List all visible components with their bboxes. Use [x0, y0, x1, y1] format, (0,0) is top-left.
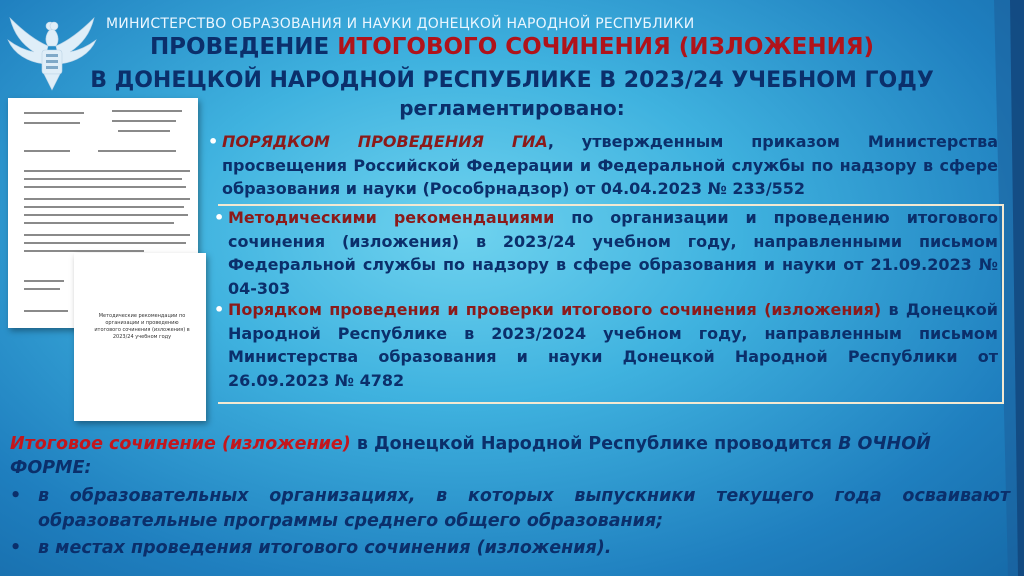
- regulation-item: [214, 206, 998, 300]
- regulation-text: , утвержденным приказом Министерства просвещения Российской Федерации и Федеральной службы по надзору в сфере образования и науки (Рособрнадзор) от 04.04.2023 № 233/552: [222, 132, 998, 198]
- bullet-icon: •: [10, 538, 22, 558]
- conduct-subject: Итоговое сочинение (изложение): [10, 434, 351, 454]
- conduct-list-item: [10, 484, 1010, 534]
- regulation-lead: ПОРЯДКОМ ПРОВЕДЕНИЯ ГИА: [222, 132, 548, 151]
- title-accent: ИТОГОВОГО СОЧИНЕНИЯ (ИЗЛОЖЕНИЯ): [337, 34, 875, 60]
- doc-caption: Методические рекомендации по организации и проведению итогового сочинения (изложения) в 2023/24 учебном году: [94, 313, 190, 340]
- title-part: ПРОВЕДЕНИЕ: [149, 34, 338, 60]
- frame-divider: [1002, 204, 1004, 404]
- conduct-list-text: в местах проведения итогового сочинения (изложения).: [38, 538, 612, 558]
- regulated-label: регламентировано:: [399, 96, 625, 120]
- bullet-icon: •: [10, 486, 22, 506]
- bullet-icon: •: [214, 208, 225, 227]
- ministry-name: МИНИСТЕРСТВО ОБРАЗОВАНИЯ И НАУКИ ДОНЕЦКОЙ НАРОДНОЙ РЕСПУБЛИКИ: [106, 16, 695, 32]
- conduct-text: в Донецкой Народной Республике проводится: [350, 434, 839, 454]
- bullet-icon: •: [214, 300, 225, 319]
- conduct-statement: [10, 432, 1014, 480]
- regulation-text: в Донецкой Народной Республике в 2023/2024 учебном году, направленным письмом Министерства образования и науки Донецкой Народной Республики от 26.09.2023 № 4782: [228, 300, 998, 390]
- page-subtitle: В ДОНЕЦКОЙ НАРОДНОЙ РЕСПУБЛИКЕ В 2023/24 УЧЕБНОМ ГОДУ: [90, 68, 934, 93]
- conduct-list-item: [10, 536, 1010, 561]
- conduct-list-text: в образовательных организациях, в которых выпускники текущего года осваивают образовательные программы среднего общего образования;: [38, 486, 1010, 531]
- recommendations-document-image: [74, 253, 206, 421]
- frame-divider: [218, 402, 1004, 404]
- regulation-text: по организации и проведению итогового сочинения (изложения) в 2023/24 учебном году, направленными письмом Федеральной службы по надзору в сфере образования и науки от 21.09.2023 № 04-303: [228, 208, 998, 298]
- bullet-icon: •: [208, 132, 219, 151]
- conduct-form: В ОЧНОЙ ФОРМЕ:: [10, 434, 931, 478]
- regulation-item: [214, 298, 998, 392]
- regulation-item: [208, 130, 998, 201]
- page-title: [0, 34, 1024, 60]
- regulation-lead: Порядком проведения и проверки итогового сочинения (изложения): [228, 300, 882, 319]
- regulation-lead: Методическими рекомендациями: [228, 208, 555, 227]
